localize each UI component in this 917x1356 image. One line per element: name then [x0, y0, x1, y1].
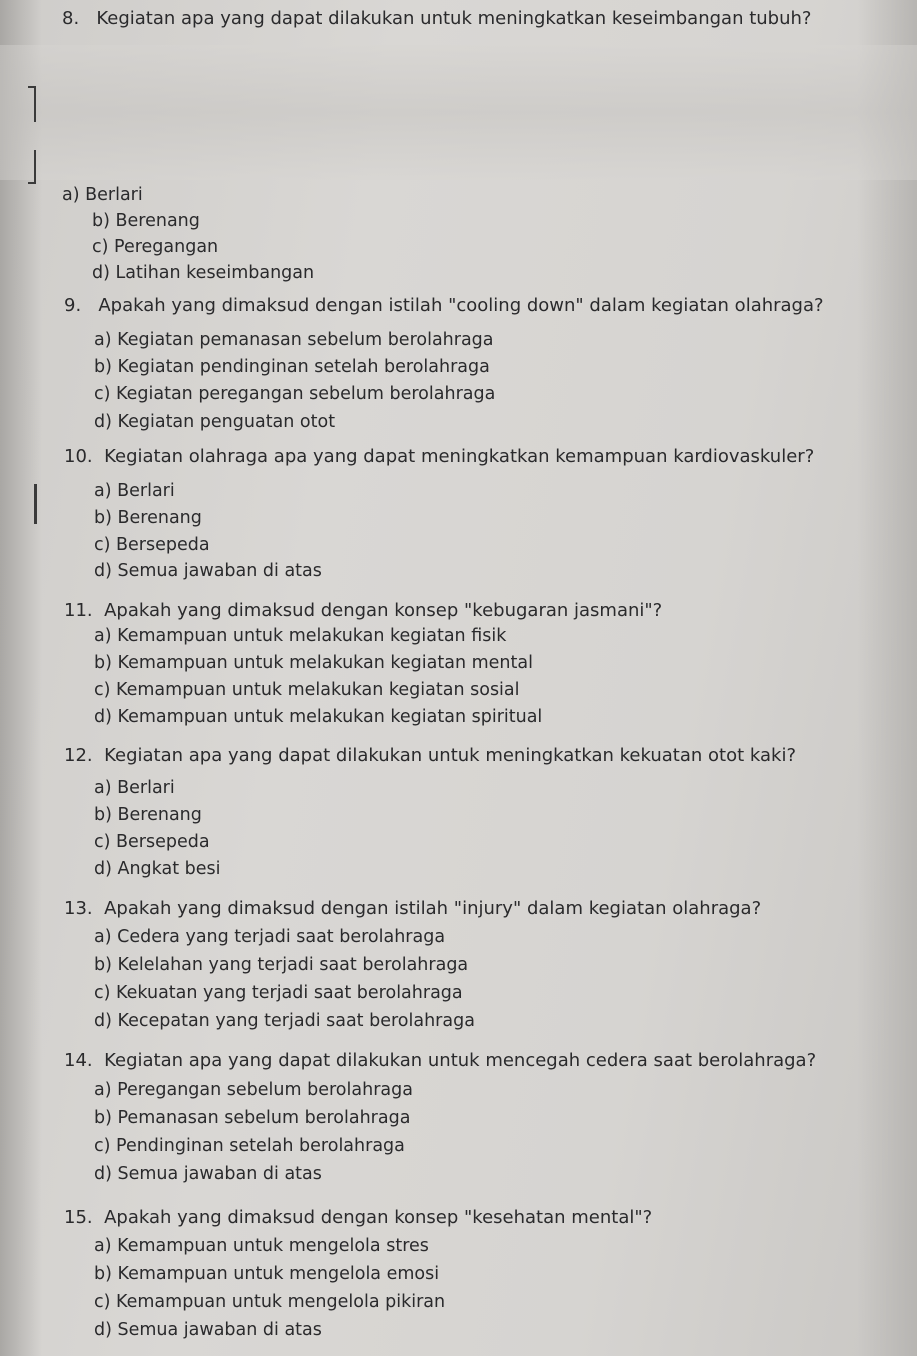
- question-text: Kegiatan apa yang dapat dilakukan untuk mencegah cedera saat berolahraga?: [104, 1050, 817, 1071]
- question-14-option-d: d) Semua jawaban di atas: [94, 1164, 322, 1184]
- question-text: Apakah yang dimaksud dengan konsep "kebugaran jasmani"?: [104, 600, 663, 621]
- question-number: 10.: [64, 446, 93, 467]
- question-number: 15.: [64, 1207, 93, 1228]
- question-9-option-a: a) Kegiatan pemanasan sebelum berolahraga: [94, 330, 494, 350]
- question-14-title: [64, 1050, 816, 1071]
- question-8-option-d: d) Latihan keseimbangan: [92, 263, 315, 283]
- question-number: 11.: [64, 600, 93, 621]
- question-11-option-a: a) Kemampuan untuk melakukan kegiatan fisik: [94, 626, 507, 646]
- margin-bracket-mark: [28, 484, 37, 524]
- question-number: 9.: [64, 295, 82, 316]
- margin-bracket-mark: [28, 150, 36, 184]
- question-13-option-a: a) Cedera yang terjadi saat berolahraga: [94, 927, 446, 947]
- question-8-title: [62, 8, 811, 29]
- question-15-option-a: a) Kemampuan untuk mengelola stres: [94, 1236, 429, 1256]
- question-15-option-c: c) Kemampuan untuk mengelola pikiran: [94, 1292, 446, 1312]
- question-12-option-b: b) Berenang: [94, 805, 202, 825]
- question-9-title: [64, 295, 824, 316]
- question-8-option-c: c) Peregangan: [92, 237, 219, 257]
- question-8-option-a: a) Berlari: [62, 185, 143, 205]
- question-text: Apakah yang dimaksud dengan istilah "cooling down" dalam kegiatan olahraga?: [98, 295, 824, 316]
- question-10-option-a: a) Berlari: [94, 481, 175, 501]
- question-9-option-d: d) Kegiatan penguatan otot: [94, 412, 336, 432]
- question-text: Kegiatan apa yang dapat dilakukan untuk meningkatkan keseimbangan tubuh?: [96, 8, 812, 29]
- margin-bracket-mark: [28, 86, 36, 122]
- question-text: Kegiatan apa yang dapat dilakukan untuk meningkatkan kekuatan otot kaki?: [104, 745, 796, 766]
- question-13-option-d: d) Kecepatan yang terjadi saat berolahraga: [94, 1011, 475, 1031]
- blank-area: [0, 45, 917, 180]
- question-8-option-b: b) Berenang: [92, 211, 200, 231]
- question-11-option-d: d) Kemampuan untuk melakukan kegiatan spiritual: [94, 707, 543, 727]
- question-number: 8.: [62, 8, 80, 29]
- question-number: 14.: [64, 1050, 93, 1071]
- question-13-option-b: b) Kelelahan yang terjadi saat berolahraga: [94, 955, 469, 975]
- question-14-option-b: b) Pemanasan sebelum berolahraga: [94, 1108, 411, 1128]
- question-13-title: [64, 898, 761, 919]
- question-9-option-b: b) Kegiatan pendinginan setelah berolahraga: [94, 357, 490, 377]
- question-12-option-c: c) Bersepeda: [94, 832, 210, 852]
- question-11-title: [64, 600, 662, 621]
- page-right-shadow: [857, 0, 917, 1356]
- question-10-option-b: b) Berenang: [94, 508, 202, 528]
- question-number: 13.: [64, 898, 93, 919]
- question-text: Apakah yang dimaksud dengan konsep "kesehatan mental"?: [104, 1207, 653, 1228]
- question-9-option-c: c) Kegiatan peregangan sebelum berolahraga: [94, 384, 496, 404]
- question-15-option-b: b) Kemampuan untuk mengelola emosi: [94, 1264, 440, 1284]
- question-12-option-d: d) Angkat besi: [94, 859, 221, 879]
- page-left-shadow: [0, 0, 42, 1356]
- question-15-title: [64, 1207, 652, 1228]
- question-14-option-c: c) Pendinginan setelah berolahraga: [94, 1136, 405, 1156]
- question-12-option-a: a) Berlari: [94, 778, 175, 798]
- question-10-title: [64, 446, 814, 467]
- question-number: 12.: [64, 745, 93, 766]
- question-text: Kegiatan olahraga apa yang dapat meningkatkan kemampuan kardiovaskuler?: [104, 446, 815, 467]
- question-text: Apakah yang dimaksud dengan istilah "injury" dalam kegiatan olahraga?: [104, 898, 762, 919]
- question-11-option-c: c) Kemampuan untuk melakukan kegiatan sosial: [94, 680, 520, 700]
- question-12-title: [64, 745, 796, 766]
- question-15-option-d: d) Semua jawaban di atas: [94, 1320, 322, 1340]
- question-10-option-c: c) Bersepeda: [94, 535, 210, 555]
- question-11-option-b: b) Kemampuan untuk melakukan kegiatan mental: [94, 653, 533, 673]
- question-10-option-d: d) Semua jawaban di atas: [94, 561, 322, 581]
- question-13-option-c: c) Kekuatan yang terjadi saat berolahraga: [94, 983, 463, 1003]
- question-14-option-a: a) Peregangan sebelum berolahraga: [94, 1080, 413, 1100]
